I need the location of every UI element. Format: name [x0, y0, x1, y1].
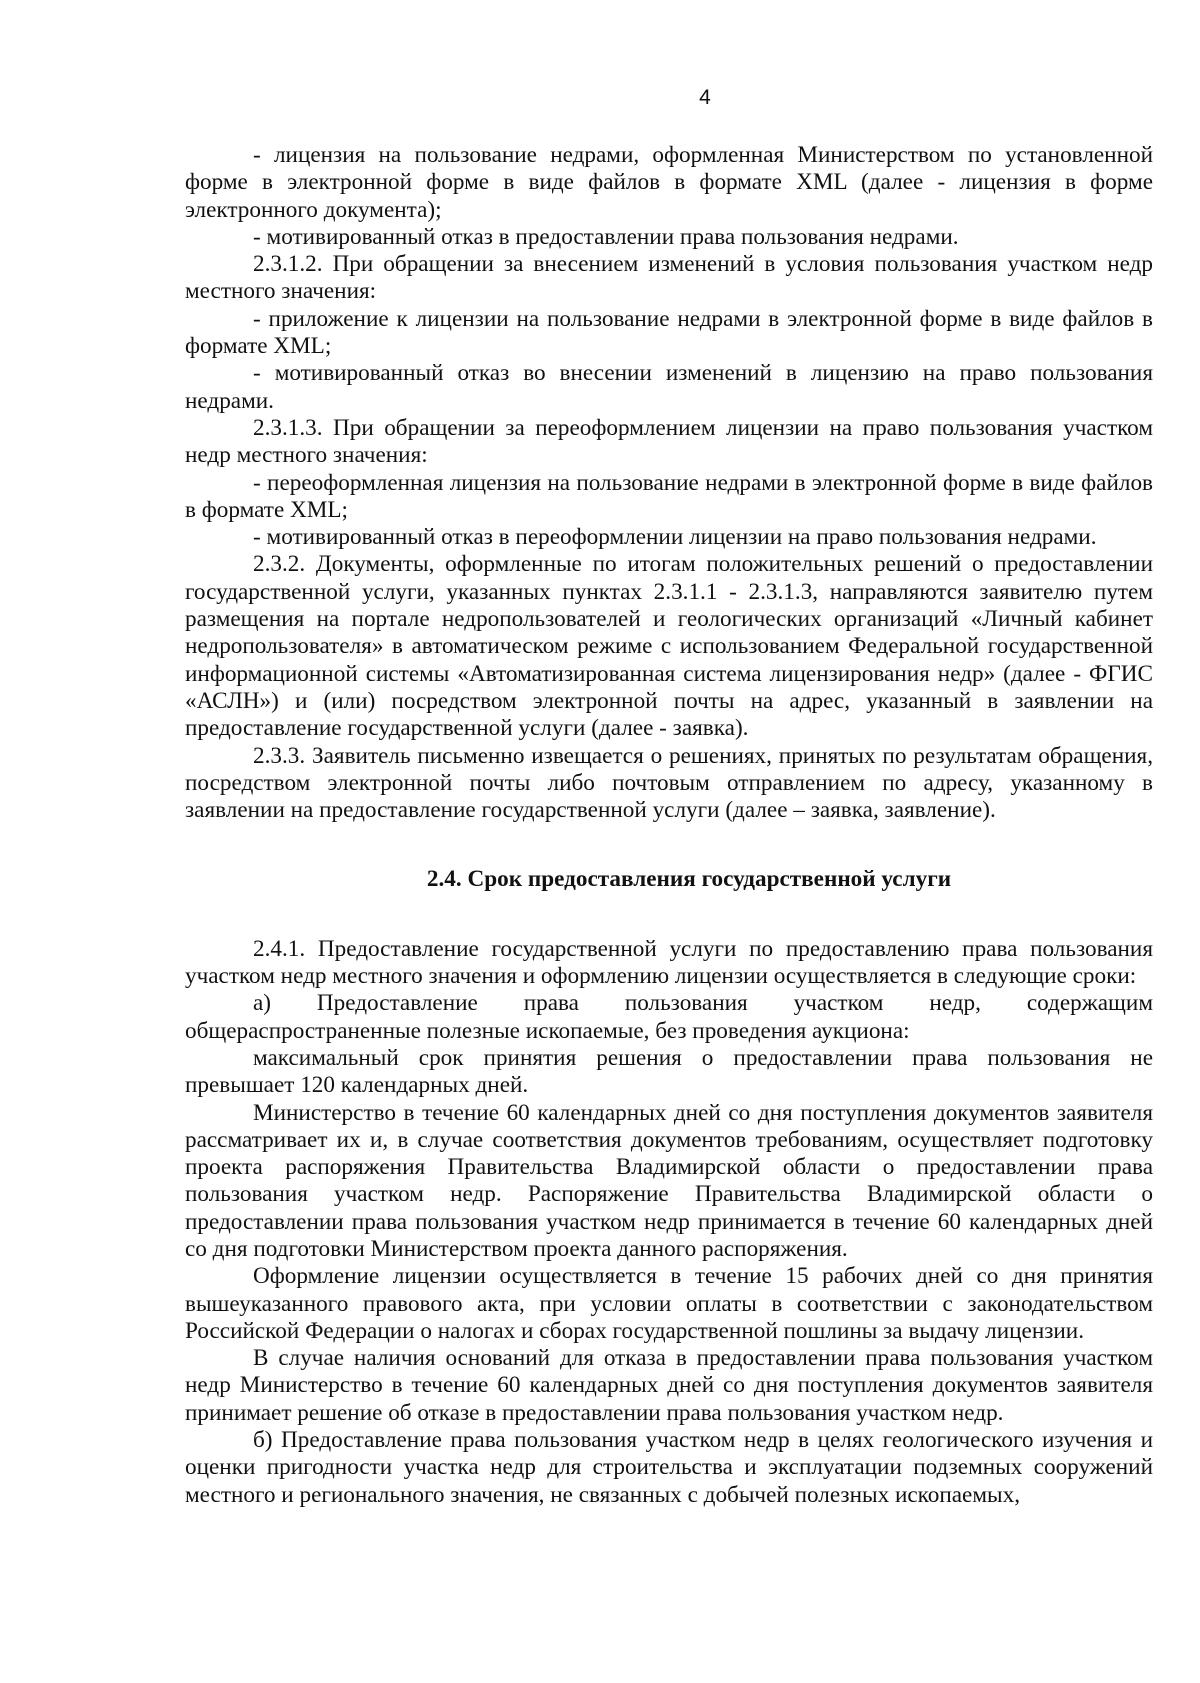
paragraph: 2.3.2. Документы, оформленные по итогам положительных решений о предоставлении государственной услуги, указанных пунктах 2.3.1.1 - 2.3.1.3, направляются заявителю путем размещения на портале недропользователей и геологических организаций «Личный кабинет недропользователя» в автоматическом режиме с использованием Федеральной государственной информационной системы «Автоматизированная система лицензирования недр» (далее - ФГИС «АСЛН») и (или) посредством электронной почты на адрес, указанный в заявлении на предоставление государственной услуги (далее - заявка). — [185, 551, 1153, 742]
paragraph: 2.4.1. Предоставление государственной услуги по предоставлению права пользования участком недр местного значения и оформлению лицензии осуществляется в следующие сроки: — [185, 935, 1153, 990]
document-body — [185, 142, 1153, 1509]
paragraph: - лицензия на пользование недрами, оформленная Министерством по установленной форме в электронной форме в виде файлов в формате XML (далее - лицензия в форме электронного документа); — [185, 142, 1153, 223]
paragraph: - мотивированный отказ в переоформлении лицензии на право пользования недрами. — [253, 524, 1097, 551]
paragraph: Оформление лицензии осуществляется в течение 15 рабочих дней со дня принятия вышеуказанного правового акта, при условии оплаты в соответствии с законодательством Российской Федерации о налогах и сборах государственной пошлины за выдачу лицензии. — [185, 1263, 1153, 1344]
paragraph: 2.3.1.2. При обращении за внесением изменений в условия пользования участком недр местного значения: — [185, 251, 1153, 305]
paragraph: - приложение к лицензии на пользование недрами в электронной форме в виде файлов в формате XML; — [185, 305, 1153, 360]
paragraph: 2.3.3. Заявитель письменно извещается о решениях, принятых по результатам обращения, посредством электронной почты либо почтовым отправлением по адресу, указанному в заявлении на предоставление государственной услуги (далее – заявка, заявление). — [185, 742, 1153, 824]
paragraph: В случае наличия оснований для отказа в предоставлении права пользования участком недр Министерство в течение 60 календарных дней со дня поступления документов заявителя принимает решение об отказе в предоставлении права пользования участком недр. — [185, 1345, 1153, 1426]
paragraph: - переоформленная лицензия на пользование недрами в электронной форме в виде файлов в формате XML; — [185, 469, 1153, 523]
paragraph: б) Предоставление права пользования участком недр в целях геологического изучения и оценки пригодности участка недр для строительства и эксплуатации подземных сооружений местного и регионального значения, не связанных с добычей полезных ископаемых, — [185, 1427, 1153, 1508]
section-heading: 2.4. Срок предоставления государственной услуги — [426, 866, 952, 893]
paragraph: 2.3.1.3. При обращении за переоформлением лицензии на право пользования участком недр местного значения: — [185, 414, 1153, 469]
paragraph: а) Предоставление права пользования участком недр, содержащим общераспространенные полезные ископаемые, без проведения аукциона: — [185, 990, 1153, 1044]
paragraph: - мотивированный отказ в предоставлении права пользования недрами. — [253, 223, 959, 250]
paragraph: Министерство в течение 60 календарных дней со дня поступления документов заявителя рассматривает их и, в случае соответствия документов требованиям, осуществляет подготовку проекта распоряжения Правительства Владимирской области о предоставлении права пользования участком недр. Распоряжение Правительства Владимирской области о предоставлении права пользования участком недр принимается в течение 60 календарных дней со дня подготовки Министерством проекта данного распоряжения. — [185, 1099, 1153, 1262]
paragraph: максимальный срок принятия решения о предоставлении права пользования не превышает 120 календарных дней. — [185, 1044, 1153, 1099]
page-number: 4 — [699, 86, 711, 109]
paragraph: - мотивированный отказ во внесении изменений в лицензию на право пользования недрами. — [185, 360, 1153, 414]
